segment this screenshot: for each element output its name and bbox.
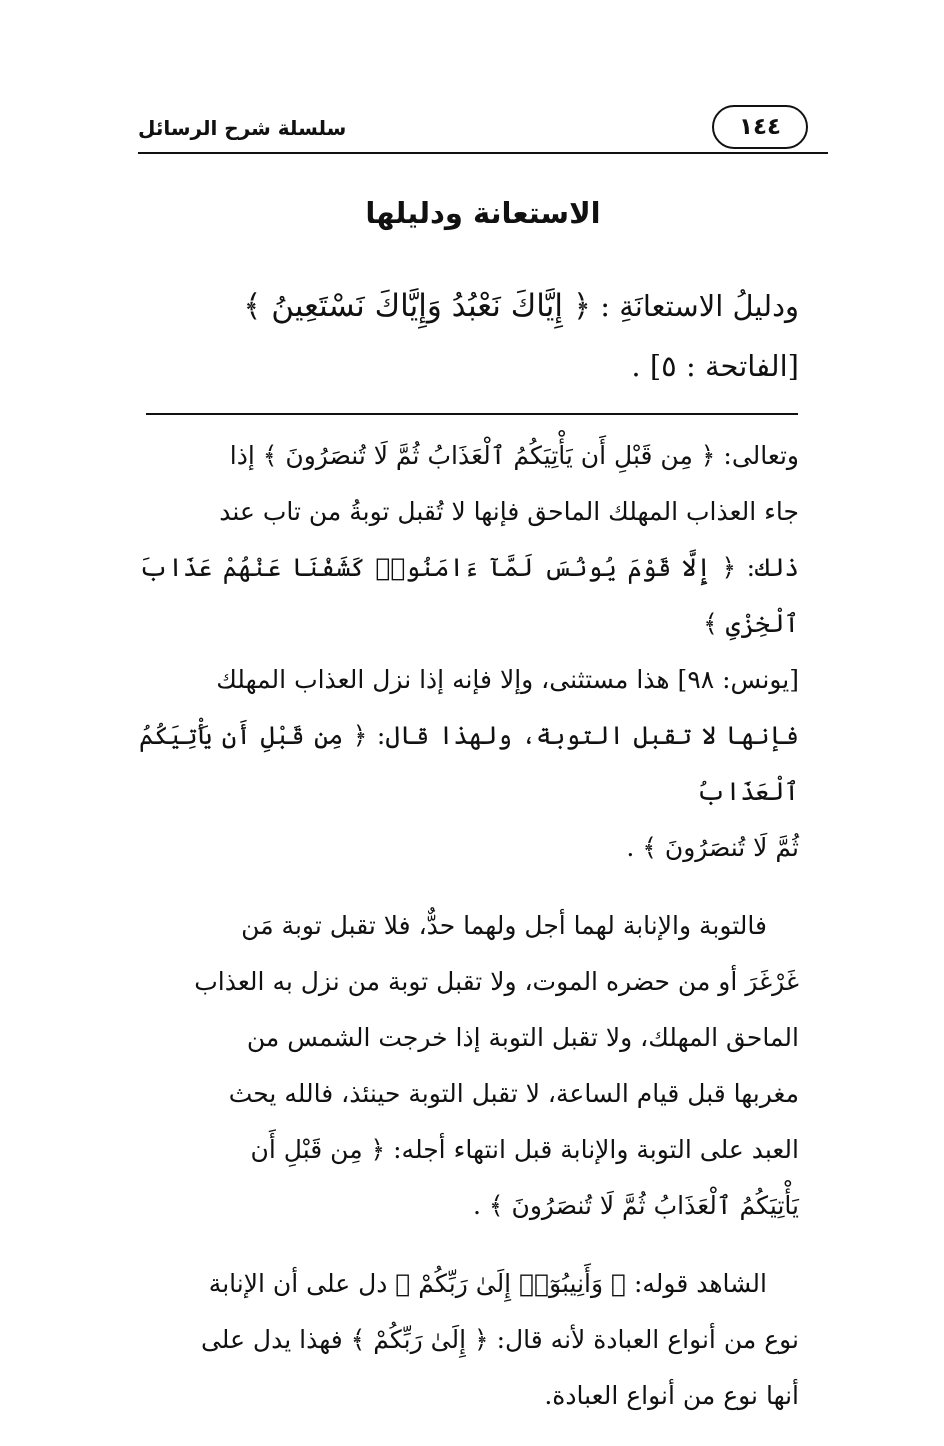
paragraph-2 [139,898,799,1234]
text-line: فإنها لا تقبل التوبة، ولهذا قال: ﴿ مِن قَبْلِ أَن يَأْتِيَكُمُ ٱلْعَذَابُ [139,721,799,806]
page-header [138,102,828,152]
text-line: وتعالى: ﴿ مِن قَبْلِ أَن يَأْتِيَكُمُ ٱلْعَذَابُ ثُمَّ لَا تُنصَرُونَ ﴾ إذا [229,441,799,470]
matn-line-1 [139,276,799,336]
page-number: ١٤٤ [712,105,808,149]
matn-reference: [الفاتحة : ٥] . [631,349,799,383]
text-line: ذلك: ﴿ إِلَّا قَوْمَ يُونُسَ لَمَّآ ءَامَنُوا۟ كَشَفْنَا عَنْهُمْ عَذَابَ ٱلْخِزْىِ ﴾ [139,553,799,638]
footnote-divider [146,413,798,415]
paragraph-3 [139,1256,799,1424]
text-line: مغربها قبل قيام الساعة، لا تقبل التوبة حينئذ، فالله يحث [228,1079,799,1108]
text-line: يَأْتِيَكُمُ ٱلْعَذَابُ ثُمَّ لَا تُنصَرُونَ ﴾ . [473,1191,799,1220]
text-line: [يونس: ٩٨] هذا مستثنى، وإلا فإنه إذا نزل العذاب المهلك [216,665,799,694]
main-text [139,276,799,396]
commentary [139,428,799,1446]
text-line: أنها نوع من أنواع العبادة. [544,1381,799,1410]
header-rule [138,152,828,154]
text-line-first [139,898,799,954]
paragraph-1 [139,428,799,876]
text-line: نوع من أنواع العبادة لأنه قال: ﴿ إِلَىٰ رَبِّكُمْ ﴾ فهذا يدل على [200,1325,799,1354]
text-line: غَرْغَرَ أو من حضره الموت، ولا تقبل توبة من نزل به العذاب [194,967,799,996]
text-line: العبد على التوبة والإنابة قبل انتهاء أجله: ﴿ مِن قَبْلِ أَن [250,1135,799,1164]
section-title: الاستعانة ودليلها [365,196,601,230]
matn-line-2 [139,336,799,396]
matn-lead: ودليلُ الاستعانَةِ : [600,289,799,323]
text-line: فالتوبة والإنابة لهما أجل ولهما حدٌّ، فلا تقبل توبة مَن [241,911,767,940]
text-line: جاء العذاب المهلك الماحق فإنها لا تُقبل توبةُ من تاب عند [219,497,799,526]
matn-ayah: ﴿ إِيَّاكَ نَعْبُدُ وَإِيَّاكَ نَسْتَعِينُ ﴾ [243,288,591,324]
text-line: الشاهد قوله: ﴿ وَأَنِيبُوٓا۟ إِلَىٰ رَبِّكُمْ ﴾ دل على أن الإنابة [208,1269,767,1298]
text-line: الماحق المهلك، ولا تقبل التوبة إذا خرجت الشمس من [246,1023,799,1052]
text-line-first [139,1256,799,1312]
running-title: سلسلة شرح الرسائل [138,116,347,140]
text-line: ثُمَّ لَا تُنصَرُونَ ﴾ . [626,833,799,862]
